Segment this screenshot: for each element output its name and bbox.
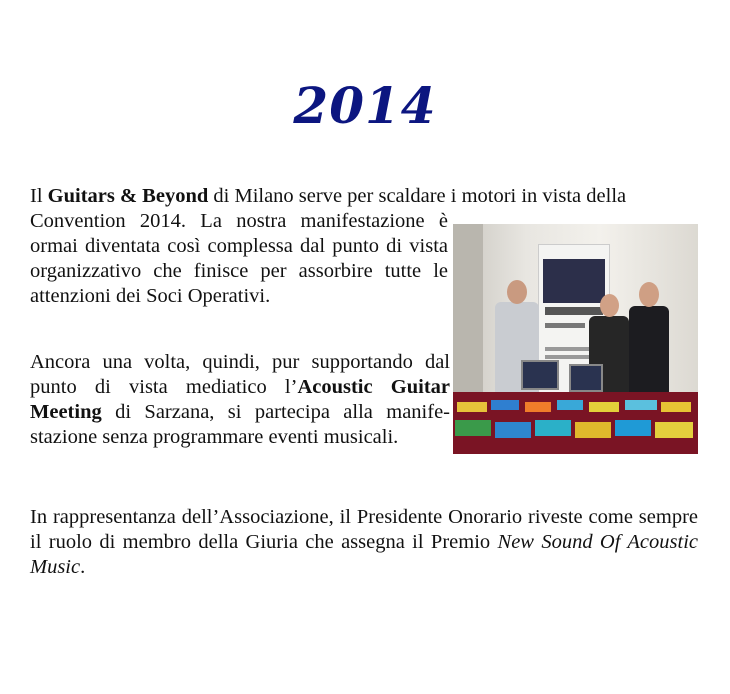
award-name: New Sound Of Acoustic Music — [30, 531, 698, 578]
magazine — [525, 402, 551, 412]
magazine — [535, 420, 571, 436]
magazine — [557, 400, 583, 410]
magazine — [491, 400, 519, 410]
magazine — [455, 420, 491, 436]
photo-pillar — [453, 224, 483, 394]
text-segment: Il — [30, 185, 48, 207]
paragraph-first-line — [30, 184, 698, 209]
magazine — [495, 422, 531, 438]
banner-text — [545, 323, 585, 328]
display-screen — [521, 360, 559, 390]
magazine — [615, 420, 651, 436]
magazine — [655, 422, 693, 438]
magazine — [457, 402, 487, 412]
paragraph-acoustic-guitar-meeting — [30, 350, 450, 450]
banner-text — [545, 355, 595, 359]
person-right — [629, 306, 669, 396]
display-screen — [569, 364, 603, 392]
text-segment: Ancora una volta, quindi, pur supportando dal punto di vista mediatico l’ — [30, 351, 450, 398]
person-head — [507, 280, 527, 304]
magazine — [625, 400, 657, 410]
person-head — [600, 294, 619, 317]
text-segment: . — [80, 556, 86, 578]
page-title: 2014 — [293, 76, 437, 135]
event-name-acoustic-guitar-meeting: Acoustic Guitar Meeting — [30, 376, 450, 423]
text-segment: Convention 2014. La nostra manifestazione è ormai diventata così complessa dal punto di vista organizzativo che finisce per assorbire tutte le attenzioni dei Soci Operativi. — [30, 210, 448, 307]
banner-text — [545, 307, 603, 315]
magazine — [589, 402, 619, 412]
person-head — [639, 282, 659, 307]
event-name-guitars-beyond: Guitars & Beyond — [47, 185, 209, 207]
banner-logo — [543, 259, 605, 303]
magazine — [575, 422, 611, 438]
text-segment: In rappresentanza dell’Associazione, il Presidente Onorario riveste come sempre il ruolo di membro della Giuria che assegna il Premio — [30, 506, 698, 553]
text-segment: di Milano serve per scaldare i motori in vista della — [208, 185, 627, 207]
magazine — [661, 402, 691, 412]
text-segment: di Sarzana, si partecipa alla manife-stazione senza programmare eventi musicali. — [30, 401, 450, 448]
event-photo — [453, 224, 698, 454]
paragraph-premio — [30, 505, 698, 580]
banner-text — [545, 347, 595, 351]
